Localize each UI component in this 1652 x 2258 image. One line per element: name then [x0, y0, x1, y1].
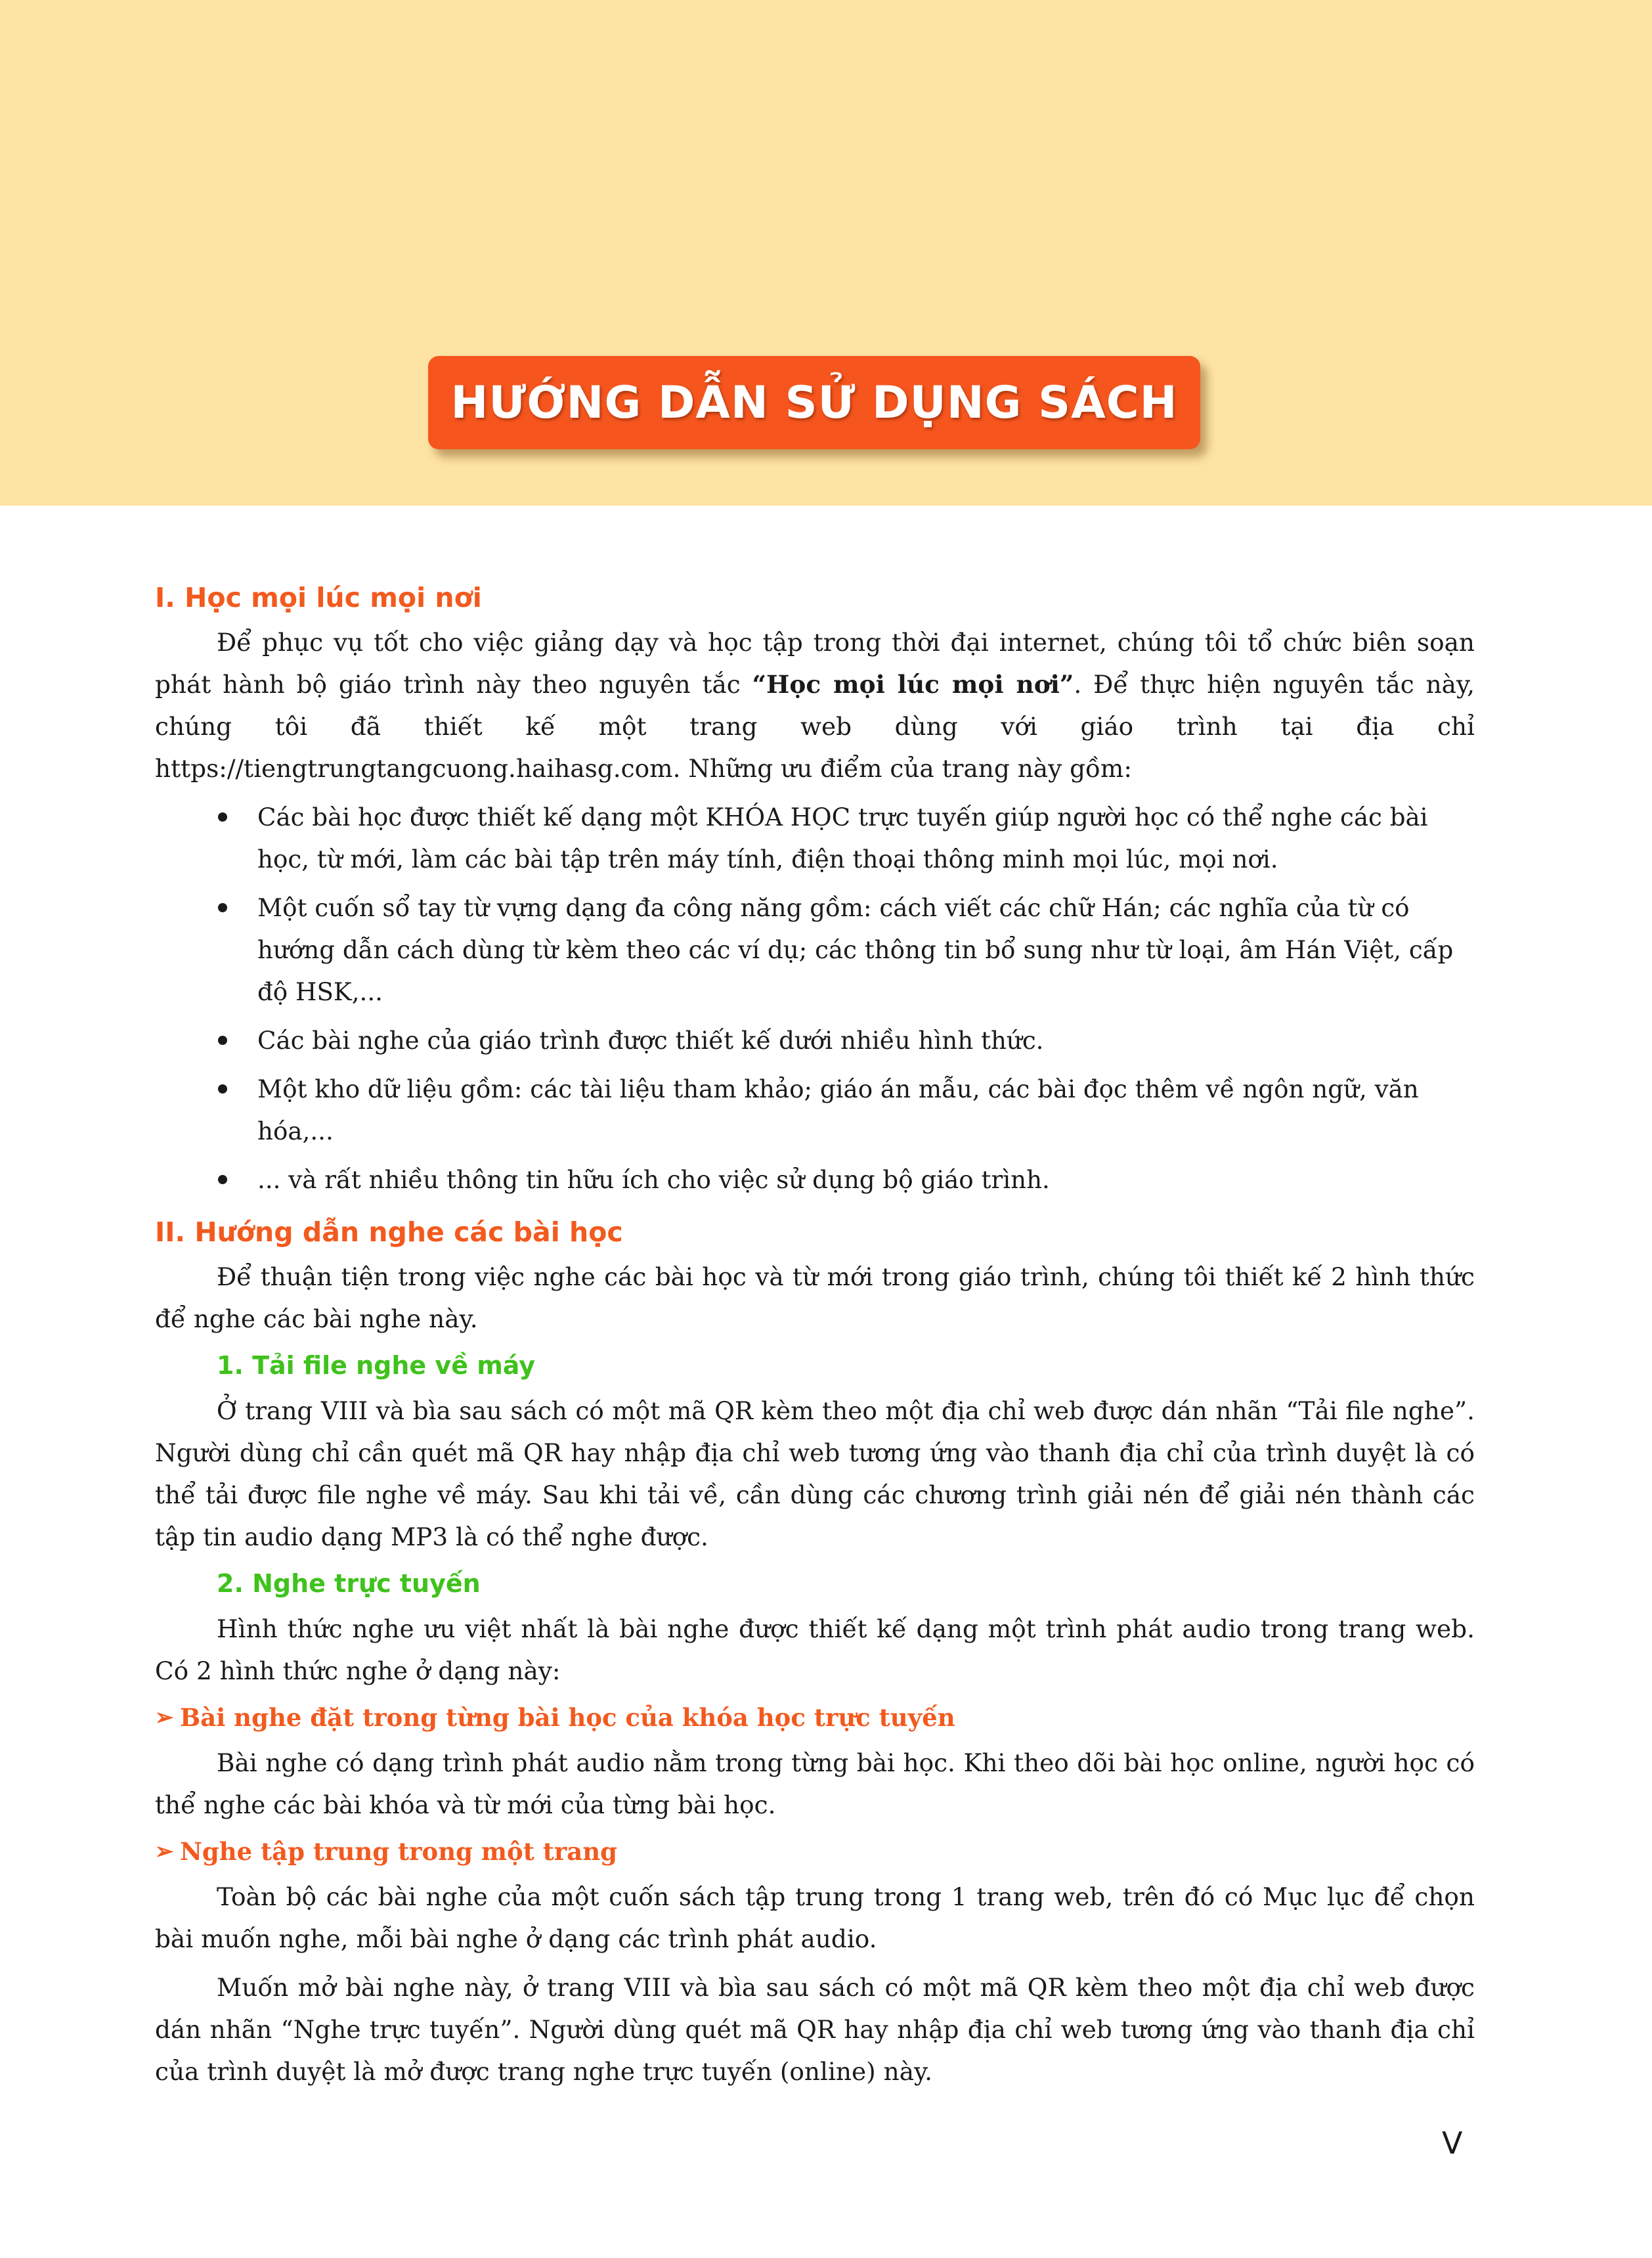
subsection-download-text: Ở trang VIII và bìa sau sách có một mã QR kèm theo một địa chỉ web được dán nhãn “Tải file nghe”. Người dùng chỉ cần quét mã QR hay nhập địa chỉ web tương ứng vào thanh địa chỉ của trình duyệt là có thể tải được file nghe về máy. Sau khi tải về, cần dùng các chương trình giải nén để giải nén thành các tập tin audio dạng MP3 là có thể nghe được.: [155, 1396, 1475, 1551]
online-item-2-text-2: Muốn mở bài nghe này, ở trang VIII và bìa sau sách có một mã QR kèm theo một địa chỉ web được dán nhãn “Nghe trực tuyến”. Người dùng quét mã QR hay nhập địa chỉ web tương ứng vào thanh địa chỉ của trình duyệt là mở được trang nghe trực tuyến (online) này.: [155, 1973, 1475, 2086]
bullet-icon: [218, 903, 227, 912]
subsection-online-heading: 2. Nghe trực tuyến: [217, 1569, 481, 1598]
subsection-online-text: Hình thức nghe ưu việt nhất là bài nghe được thiết kế dạng một trình phát audio trong trang web. Có 2 hình thức nghe ở dạng này:: [155, 1614, 1475, 1685]
section-2-intro: Để thuận tiện trong việc nghe các bài học và từ mới trong giáo trình, chúng tôi thiết kế 2 hình thức để nghe các bài nghe này.: [155, 1262, 1475, 1333]
bullet-icon: [218, 1036, 227, 1045]
list-item: Một kho dữ liệu gồm: các tài liệu tham khảo; giáo án mẫu, các bài đọc thêm về ngôn ngữ, văn hóa,...: [155, 1068, 1475, 1152]
online-item-2-title: Nghe tập trung trong một trang: [180, 1837, 618, 1866]
online-item-1-text: Bài nghe có dạng trình phát audio nằm trong từng bài học. Khi theo dõi bài học online, người học có thể nghe các bài khóa và từ mới của từng bài học.: [155, 1748, 1475, 1819]
subsection-download-heading: 1. Tải file nghe về máy: [217, 1351, 536, 1380]
page-number: V: [1442, 2125, 1463, 2161]
section-1-intro-end: . Để thực hiện nguyên tắc này, chúng tôi đã thiết kế một trang web dùng với giáo trình tại địa chỉ https://tiengtrungtangcuong.haihasg.com. Những ưu điểm của trang này gồm:: [155, 670, 1475, 783]
online-item-2-text-1: Toàn bộ các bài nghe của một cuốn sách tập trung trong 1 trang web, trên đó có Mục lục để chọn bài muốn nghe, mỗi bài nghe ở dạng các trình phát audio.: [155, 1882, 1475, 1953]
list-item: ... và rất nhiều thông tin hữu ích cho việc sử dụng bộ giáo trình.: [155, 1159, 1475, 1201]
motto-bold: “Học mọi lúc mọi nơi”: [752, 670, 1074, 699]
list-item: Các bài học được thiết kế dạng một KHÓA HỌC trực tuyến giúp người học có thể nghe các bài học, từ mới, làm các bài tập trên máy tính, điện thoại thông minh mọi lúc, mọi nơi.: [155, 796, 1475, 880]
section-1-heading: I. Học mọi lúc mọi nơi: [155, 582, 482, 613]
online-item-1-heading: [155, 1698, 1475, 1737]
online-item-2-heading: [155, 1832, 1475, 1871]
content-body: [155, 578, 1475, 2099]
bullet-icon: [218, 1175, 227, 1184]
list-item: Các bài nghe của giáo trình được thiết kế dưới nhiều hình thức.: [155, 1019, 1475, 1061]
list-item: Một cuốn sổ tay từ vựng dạng đa công năng gồm: cách viết các chữ Hán; các nghĩa của từ có hướng dẫn cách dùng từ kèm theo các ví dụ; các thông tin bổ sung như từ loại, âm Hán Việt, cấp độ HSK,...: [155, 887, 1475, 1013]
online-item-1-title: Bài nghe đặt trong từng bài học của khóa học trực tuyến: [180, 1703, 955, 1732]
title-banner: [428, 356, 1200, 449]
section-1-intro: [155, 621, 1475, 789]
arrow-right-icon: ➢: [155, 1704, 174, 1731]
page-title: HƯỚNG DẪN SỬ DỤNG SÁCH: [450, 376, 1178, 429]
bullet-icon: [218, 1084, 227, 1094]
section-1-intro-start: Để phục vụ tốt cho việc giảng dạy và học tập trong thời đại internet, chúng tôi tổ chức biên soạn phát hành bộ giáo trình này theo nguyên tắc: [155, 628, 1475, 699]
arrow-right-icon: ➢: [155, 1838, 174, 1865]
section-2-heading: II. Hướng dẫn nghe các bài học: [155, 1216, 623, 1248]
bullet-icon: [218, 812, 227, 822]
features-list: [155, 796, 1475, 1201]
